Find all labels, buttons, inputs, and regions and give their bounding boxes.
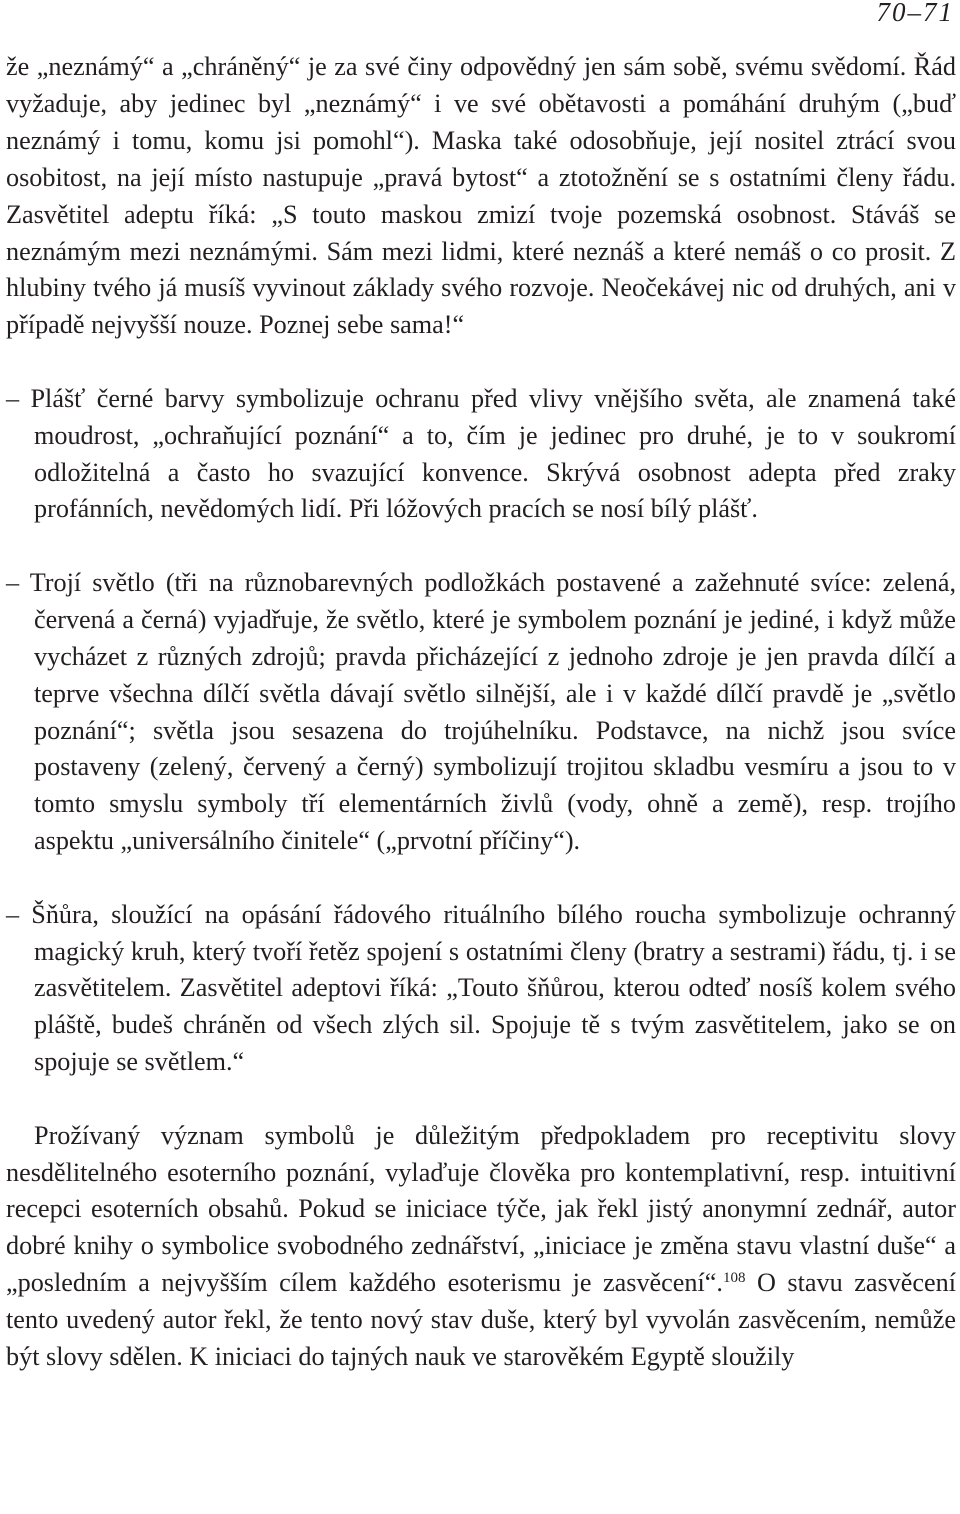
paragraph-symbols: [6, 1118, 956, 1376]
list-item-cord: – Šňůra, sloužící na opásání řádového rituálního bílého roucha symbolizuje ochranný magický kruh, který tvoří řetěz spojení s ostatními členy (bratry a sestrami) řádu, tj. i se zasvětitelem. Zasvětitel adeptovi říká: „Touto šňůrou, kterou odteď nosíš kolem svého pláště, budeš chráněn od všech zlých sil. Spojuje tě s tvým zasvětitelem, jako se on spojuje se světlem.“: [6, 899, 956, 1077]
paragraph-mask: že „neznámý“ a „chráněný“ je za své činy odpovědný jen sám sobě, svému svědomí. Řád vyžaduje, aby jedinec byl „neznámý“ i ve své obětavosti a pomáhání druhým („buď neznámý i tomu, komu jsi pomohl“). Maska také odosobňuje, její nositel ztrácí svou osobitost, na její místo nastupuje „pravá bytost“ a ztotožnění se s ostatními členy řádu. Zasvětitel adeptu říká: „S touto maskou zmizí tvoje pozemská osobnost. Stáváš se neznámým mezi neznámými. Sám mezi lidmi, které neznáš a které nemáš o co prosit. Z hlubiny tvého já musíš vyvinout základy svého rozvoje. Neočekávej nic od druhých, ani v případě nejvyšší nouze. Poznej sebe sama!“: [6, 52, 956, 340]
paragraph-text-before: Prožívaný význam symbolů je důležitým předpokladem pro receptivitu slovy nesdělitelného esoterního poznání, vylaďuje člověka pro kontemplativní, resp. intuitivní recepci esoterních obsahů. Pokud se iniciace týče, jak řekl jistý anonymní zednář, autor dobré knihy o symbolice svobodného zednářství, „iniciace je změna stavu vlastní duše“ a „posledním a nejvyšším cílem každého esoterismu je zasvěcení“.: [6, 1120, 956, 1298]
page-number: 70–71: [876, 0, 954, 27]
body-text: [6, 49, 956, 1376]
paragraph-text-after: O stavu zasvěcení tento uvedený autor řekl, že tento nový stav duše, který byl vyvolán zasvěcením, nemůže být slovy sdělen. K iniciaci do tajných nauk ve starověkém Egyptě sloužily: [6, 1268, 956, 1372]
list-item-triple-light: – Trojí světlo (tři na různobarevných podložkách postavené a zažehnuté svíce: zelená, červená a černá) vyjadřuje, že světlo, které je symbolem poznání je jediné, i když může vycházet z různých zdrojů; pravda přicházející z jednoho zdroje je jen pravda dílčí a teprve všechna dílčí světla dávají světlo silnější, ale i v každé dílčí pravdě je „světlo poznání“; světla jsou sesazena do trojúhelníku. Podstavce, na nichž jsou svíce postaveny (zelený, červený a černý) symbolizují trojitou skladbu vesmíru a jsou to v tomto smyslu symboly tří elementárních živlů (vody, ohně a země), resp. trojího aspektu „universálního činitele“ („prvotní příčiny“).: [6, 567, 956, 856]
list-item-cloak: – Plášť černé barvy symbolizuje ochranu před vlivy vnějšího světa, ale znamená také moudrost, „ochraňující poznání“ a to, čím je jedinec pro druhé, je to v soukromí odložitelná a často ho svazující konvence. Skrývá osobnost adepta před zraky profánních, nevědomých lidí. Při lóžových pracích se nosí bílý plášť.: [6, 383, 956, 524]
footnote-reference[interactable]: 108: [722, 1270, 746, 1287]
